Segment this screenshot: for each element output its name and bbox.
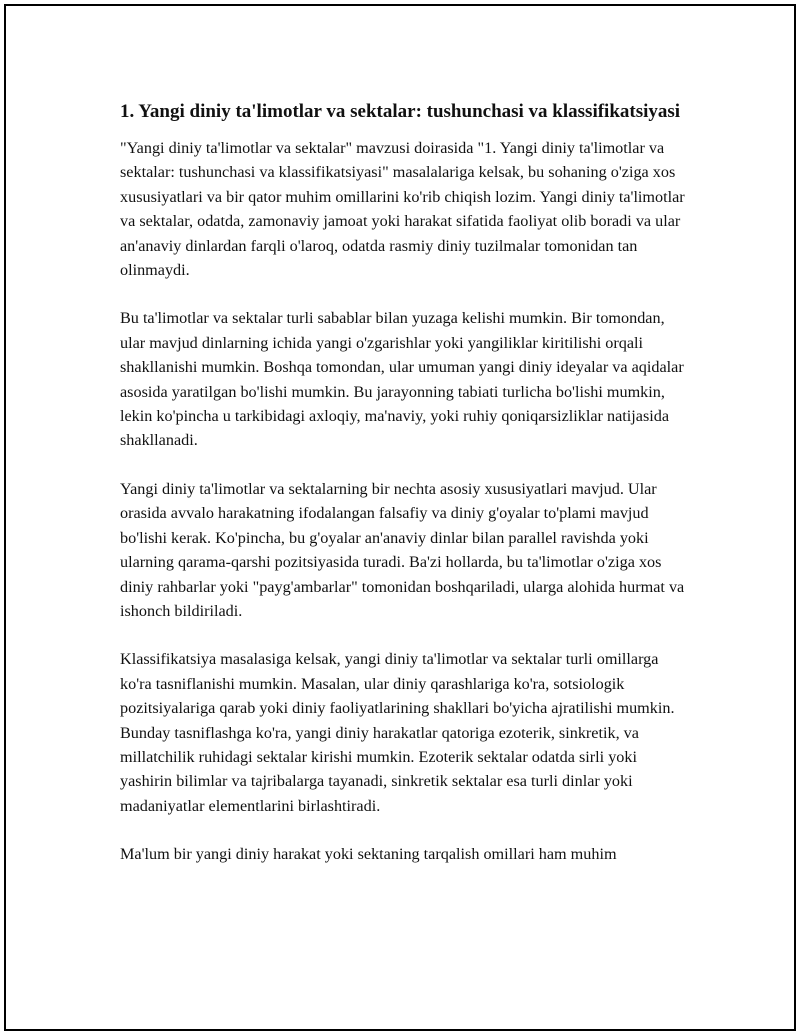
paragraph-2: Bu ta'limotlar va sektalar turli sabablar bilan yuzaga kelishi mumkin. Bir tomondan, ular mavjud dinlarning ichida yangi o'zgarishlar yoki yangiliklar kiritilishi orqali shakllanishi mumkin. Boshqa tomondan, ular umuman yangi diniy ideyalar va aqidalar asosida yaratilgan bo'lishi mumkin. Bu jarayonning tabiati turlicha bo'lishi mumkin, lekin ko'pincha u tarkibidagi axloqiy, ma'naviy, yoki ruhiy qoniqarsizliklar natijasida shakllanadi. <box>120 309 684 450</box>
paragraph-3: Yangi diniy ta'limotlar va sektalarning bir nechta asosiy xususiyatlari mavjud. Ular orasida avvalo harakatning ifodalangan falsafiy va diniy g'oyalar to'plami mavjud bo'lishi kerak. Ko'pincha, bu g'oyalar an'anaviy dinlar bilan parallel ravishda yoki ularning qarama-qarshi pozitsiyasida turadi. Ba'zi hollarda, bu ta'limotlar o'ziga xos diniy rahbarlar yoki "payg'ambarlar" tomonidan boshqariladi, ularga alohida hurmat va ishonch bildiriladi. <box>120 479 685 620</box>
section-heading: 1. Yangi diniy ta'limotlar va sektalar: tushunchasi va klassifikatsiyasi <box>120 101 681 122</box>
paragraph-5: Ma'lum bir yangi diniy harakat yoki sektaning tarqalish omillari ham muhim <box>120 845 617 864</box>
document-body <box>120 98 692 891</box>
paragraph-4: Klassifikatsiya masalasiga kelsak, yangi diniy ta'limotlar va sektalar turli omillarga ko'ra tasniflanishi mumkin. Masalan, ular diniy qarashlariga ko'ra, sotsiologik pozitsiyalariga qarab yoki diniy faoliyatlarining shakllari bo'yicha ajratilishi mumkin. Bunday tasniflashga ko'ra, yangi diniy harakatlar qatoriga ezoterik, sinkretik, va millatchilik ruhidagi sektalar kirishi mumkin. Ezoterik sektalar odatda sirli yoki yashirin bilimlar va tajribalarga tayanadi, sinkretik sektalar esa turli dinlar yoki madaniyatlar elementlarini birlashtiradi. <box>120 650 675 815</box>
paragraph-1: "Yangi diniy ta'limotlar va sektalar" mavzusi doirasida "1. Yangi diniy ta'limotlar va sektalar: tushunchasi va klassifikatsiyasi" masalalariga kelsak, bu sohaning o'ziga xos xususiyatlari va bir qator muhim omillarini ko'rib chiqish lozim. Yangi diniy ta'limotlar va sektalar, odatda, zamonaviy jamoat yoki harakat sifatida faoliyat olib boradi va ular an'anaviy dinlardan farqli o'laroq, odatda rasmiy diniy tuzilmalar tomonidan tan olinmaydi. <box>120 139 685 280</box>
page-frame <box>4 4 796 1031</box>
